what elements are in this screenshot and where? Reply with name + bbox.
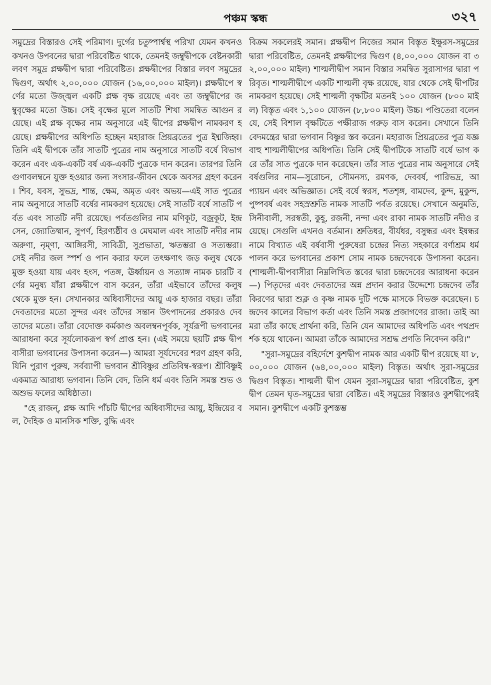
right-column (249, 36, 479, 676)
page-header (12, 8, 479, 28)
paragraph: "সুরা-সমুদ্রের বহির্দেশে কুশদ্বীপ নামক আর একটি দ্বীপ রয়েছে যা ৮,০০,০০০ যোজন (৬৪,০০,০০০ মাইল) বিস্তৃত। অর্থাৎ সুরা-সমুদ্রের দ্বিগুণ বিস্তৃত। শাল্মলী দ্বীপ যেমন সুরা-সমুদ্রের দ্বারা পরিবেষ্টিত, কুশদ্বীপ তেমন ঘৃত-সমুদ্রের দ্বারা বেষ্টিত। এই সমুদ্রের বিস্তারও কুশদ্বীপেরই সমান। কুশদ্বীপে একটি কুশস্তম্ভ (249, 348, 479, 413)
column-gutter (245, 36, 246, 676)
paragraph: সমুদ্রের বিস্তারও সেই পরিমাণ। দুর্গের চতুষ্পার্শ্বস্থ পরিখা যেমন কখনও কখনও উপবনের দ্বারা পরিবেষ্টিত থাকে, তেমনই জম্বুদ্বীপকে বেষ্টনকারী লবণ সমুদ্র প্লক্ষদ্বীপ দ্বারা পরিবেষ্টিত। প্লক্ষদ্বীপের বিস্তার লবণ সমুদ্রের দ্বিগুণ, অর্থাৎ ২,০০,০০০ যোজন (১৬,০০,০০০ মাইল)। প্লক্ষদ্বীপে স্বর্ণের মতো উজ্জ্বল একটি প্লক্ষ বৃক্ষ রয়েছে এবং তা জম্বুদ্বীপের জম্বুবৃক্ষের মতো উচ্চ। সেই বৃক্ষের মূলে সাতটি শিখা সমন্বিত আগুন রয়েছে। এই প্লক্ষ বৃক্ষের নাম অনুসারে এই দ্বীপের প্লক্ষদ্বীপ নামকরণ হয়েছে। প্লক্ষদ্বীপের অধিপতি হচ্ছেন মহারাজ প্রিয়ব্রতের পুত্র ইধ্মজিহ্ব। তিনি এই দ্বীপকে তাঁর সাতটি পুত্রের নাম অনুসারে সাতটি বর্ষে বিভাগ করেন এবং এক-একটি বর্ষ এক-একটি পুত্রকে দান করেন। তারপর তিনি গুণাবলম্বনে যুক্ত হওয়ার জন্য সংসার-জীবন থেকে অবসর গ্রহণ করেন। শিব, যবস, সুভদ্র, শান্ত, ক্ষেম, অমৃত এবং অভয়—এই সাত পুত্রের নাম অনুসারে সাতটি বর্ষের নামকরণ হয়েছে। সেই সাতটি বর্ষে সাতটি পর্বত এবং সাতটি নদী রয়েছে। পর্বতগুলির নাম মণিকূট, বজ্রকূট, ইন্দ্রসেন, জ্যোতিষ্মান, সুপর্ণ, হিরণ্যষ্ঠীব ও মেঘমাল এবং সাতটি নদীর নাম অরুণা, নৃম্ণা, আঙ্গিরসী, সাবিত্রী, সুপ্রভাতা, ঋতম্ভরা ও সত্যম্ভরা। সেই নদীর জল স্পর্শ ও পান করার ফলে তৎক্ষণাৎ জড় কলুষ থেকে মুক্ত হওয়া যায় এবং হংস, পতঙ্গ, ঊর্ধ্বায়ন ও সত্যাঙ্গ নামক চারটি বর্ণের মনুষ্য যাঁরা প্লক্ষদ্বীপে বাস করেন, তাঁরা এইভাবে তাঁদের কলুষ থেকে মুক্ত হন। সেখানকার অধিবাসীদের আয়ু এক হাজার বছর। তাঁরা দেবতাদের মতো সুন্দর এবং তাঁদের সন্তান উৎপাদনের প্রকারও দেবতাদের মতো। তাঁরা বেদোক্ত কর্মকাণ্ড অবলম্বনপূর্বক, সূর্যরূপী ভগবানের আরাধনা করে সূর্যলোকরূপ স্বর্গ প্রাপ্ত হন। (এই সময়ে ছয়টি প্লক্ষ দ্বীপবাসীরা ভগবানের উপাসনা করেন—) আমরা সূর্যদেবের শরণ গ্রহণ করি, যিনি পুরাণ পুরুষ, সর্বব্যাপী ভগবান শ্রীবিষ্ণুর প্রতিবিম্ব-স্বরূপ। শ্রীবিষ্ণুই একমাত্র আরাধ্য ভগবান। তিনি বেদ, তিনি ধর্ম এবং তিনি সমস্ত শুভ ও অশুভ ফলের অধিষ্ঠাতা। (12, 37, 242, 398)
section-title: পঞ্চম স্কন্ধ (223, 12, 268, 25)
header-rule (12, 29, 479, 30)
text-columns (12, 36, 479, 676)
paragraph: "হে রাজন্‌, প্লক্ষ আদি পাঁচটি দ্বীপের অধিবাসীদের আয়ু, ইন্দ্রিয়ের বল, দৈহিক ও মানসিক শক্তি, বুদ্ধি এবং (12, 402, 242, 426)
paragraph: বিক্রম সকলেরই সমান। প্লক্ষদ্বীপ নিজের সমান বিস্তৃত ইক্ষুরস-সমুদ্রের দ্বারা পরিবেষ্টিত, তেমনই প্লক্ষদ্বীপের দ্বিগুণ (৪,০০,০০০ যোজন বা ৩২,০০,০০০ মাইল) শাল্মলীদ্বীপ সমান বিস্তার সমন্বিত সুরাসাগর দ্বারা পরিবৃত। শাল্মলীদ্বীপে একটি শাল্মলী বৃক্ষ রয়েছে, যার থেকে সেই দ্বীপটির নামকরণ হয়েছে। সেই শাল্মলী বৃক্ষটির মতনই ১০০ যোজন (৮০০ মাইল) বিস্তৃত এবং ১,১০০ যোজন (৮,৮০০ মাইল) উচ্চ। পণ্ডিতেরা বলেন যে, সেই বিশাল বৃক্ষটিতে পক্ষীরাজ গরুড় বাস করেন। সেখানে তিনি বেদমন্ত্রের দ্বারা ভগবান বিষ্ণুর স্তব করেন। মহারাজ প্রিয়ব্রতের পুত্র যজ্ঞবাহু শাল্মলীদ্বীপের অধিপতি। তিনি সেই দ্বীপটিকে সাতটি বর্ষে ভাগ করে তাঁর সাত পুত্রকে দান করেছেন। তাঁর সাত পুত্রের নাম অনুসারে সেই বর্ষগুলির নাম—সুরোচন, সৌমনস্য, রমণক, দেববর্ষ, পারিভদ্র, আপ্যায়ন এবং অভিজ্ঞাত। সেই বর্ষে স্বরস, শতশৃঙ্গ, বামদেব, কুন্দ, মুকুন্দ, পুষ্পবর্ষ এবং সহস্রশ্রুতি নামক সাতটি পর্বত রয়েছে। সেখানে অনুমতি, সিনীবালী, সরস্বতী, কুহূ, রজনী, নন্দা এবং রাকা নামক সাতটি নদীও রয়েছে। সেগুলি এখনও বর্তমান। শ্রুতিধর, বীর্যধর, বসুন্ধর এবং ইষন্ধর নামে বিখ্যাত এই বর্ষবাসী পুরুষেরা চন্দ্রের নিত্য সহকারে বর্ণাশ্রম ধর্ম পালন করে ভগবানের প্রকাশ সোম নামক চন্দ্রদেবকে উপাসনা করেন। (শাল্মলী-দ্বীপবাসীরা নিম্নলিখিত স্তবের দ্বারা চন্দ্রদেবের আরাধনা করেন—) পিতৃদের এবং দেবতাদের অন্ন প্রদান করার উদ্দেশ্যে চন্দ্রদেব তাঁর কিরণের দ্বারা শুক্ল ও কৃষ্ণ নামক দুটি পক্ষে মাসকে বিভক্ত করেছেন। চন্দ্রদেব কালের বিভাগ কর্তা এবং তিনি সমস্ত প্রজাগণের রাজা। তাই আমরা তাঁর কাছে প্রার্থনা করি, তিনি যেন আমাদের অধিপতি এবং পথপ্রদর্শক হয়ে থাকেন। আমরা তাঁকে আমাদের সশ্রদ্ধ প্রণতি নিবেদন করি।" (249, 37, 479, 344)
page-number: ৩২৭ (451, 10, 477, 25)
left-column (12, 36, 242, 676)
